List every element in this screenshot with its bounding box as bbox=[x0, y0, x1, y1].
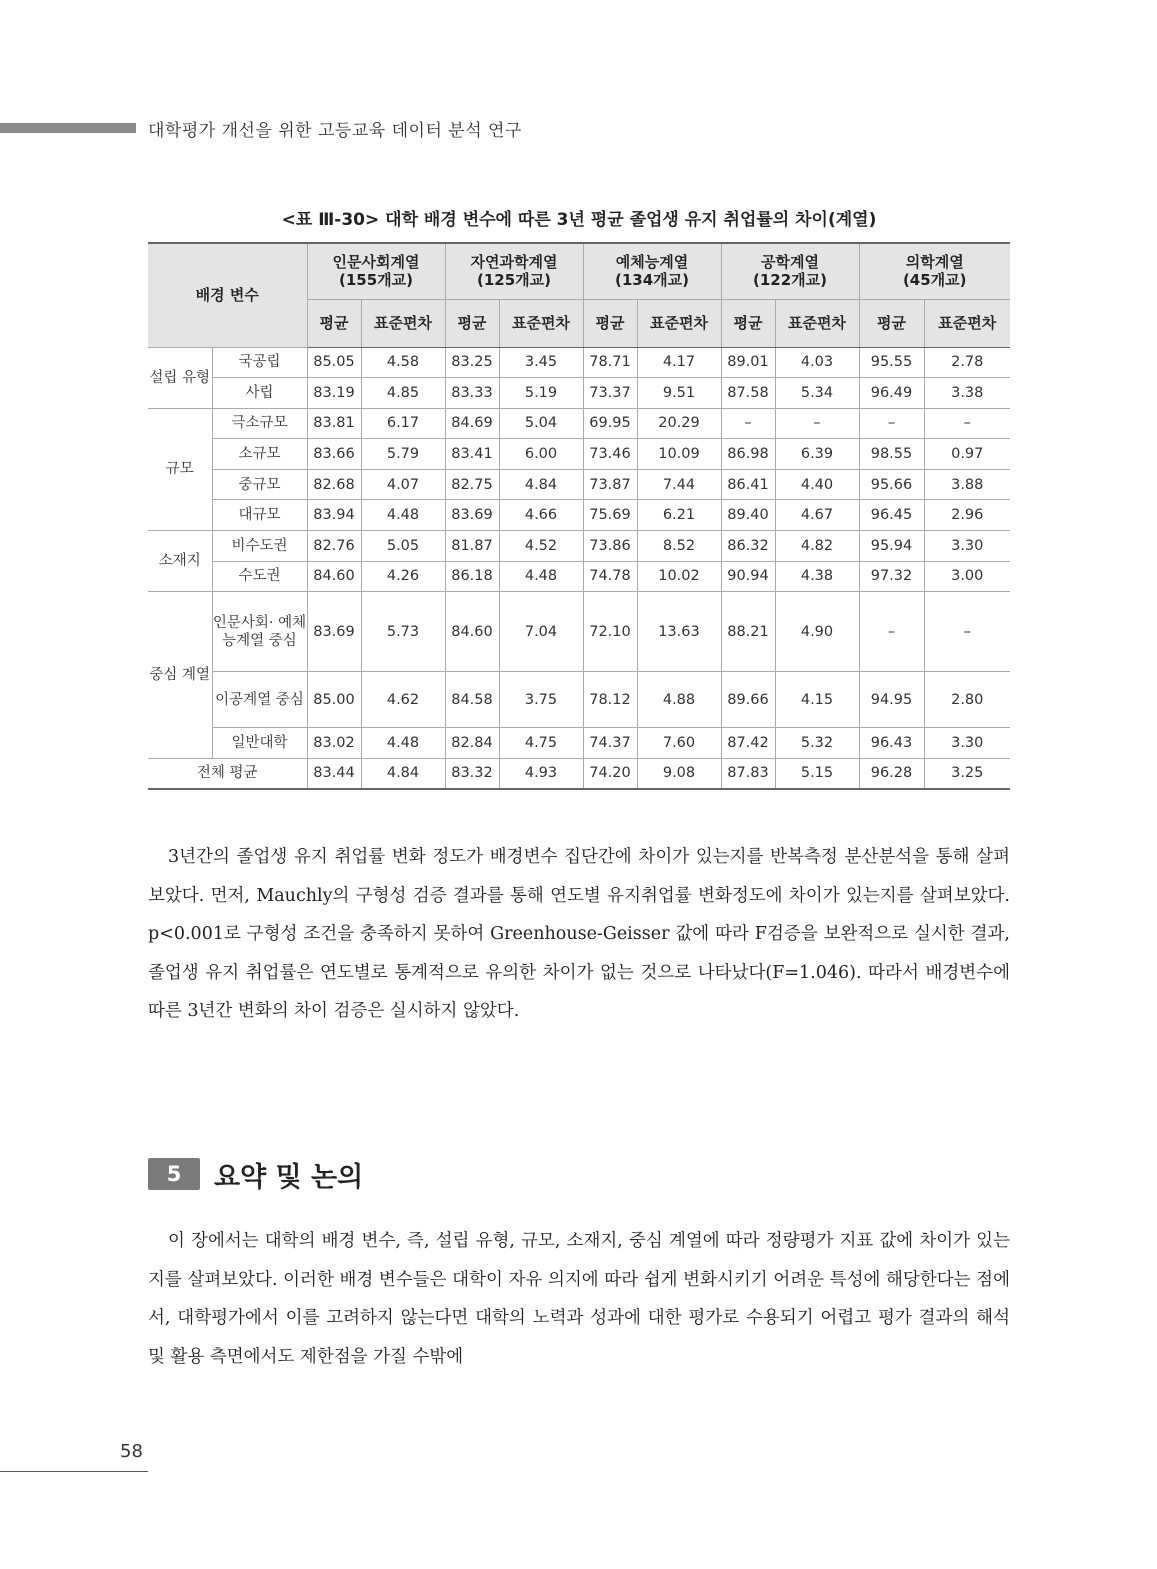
value-cell: 89.40 bbox=[721, 500, 775, 531]
value-cell: 9.08 bbox=[637, 758, 721, 789]
value-cell: 83.81 bbox=[307, 408, 361, 439]
section-number: 5 bbox=[148, 1158, 200, 1190]
value-cell: 83.02 bbox=[307, 728, 361, 759]
value-cell: 4.67 bbox=[775, 500, 859, 531]
value-cell: 86.41 bbox=[721, 469, 775, 500]
value-cell: 4.48 bbox=[361, 728, 445, 759]
value-cell: 4.90 bbox=[775, 592, 859, 672]
table-row bbox=[148, 439, 1010, 470]
value-cell: 4.85 bbox=[361, 378, 445, 409]
value-cell: 96.43 bbox=[859, 728, 924, 759]
value-cell: 88.21 bbox=[721, 592, 775, 672]
table-row bbox=[148, 531, 1010, 562]
table-row bbox=[148, 378, 1010, 409]
value-cell: 87.58 bbox=[721, 378, 775, 409]
value-cell: 6.00 bbox=[499, 439, 583, 470]
value-cell: 4.17 bbox=[637, 347, 721, 378]
value-cell: 4.75 bbox=[499, 728, 583, 759]
value-cell: 20.29 bbox=[637, 408, 721, 439]
group-header: 예체능계열 (134개교) bbox=[583, 243, 721, 299]
value-cell: 72.10 bbox=[583, 592, 637, 672]
value-cell: 96.49 bbox=[859, 378, 924, 409]
value-cell: 83.69 bbox=[307, 592, 361, 672]
total-label: 전체 평균 bbox=[148, 758, 307, 789]
value-cell: 5.05 bbox=[361, 531, 445, 562]
row-label: 국공립 bbox=[212, 347, 307, 378]
table-row bbox=[148, 561, 1010, 592]
value-cell: 4.40 bbox=[775, 469, 859, 500]
value-cell: 85.00 bbox=[307, 672, 361, 728]
value-cell: 3.00 bbox=[924, 561, 1010, 592]
value-cell: 74.20 bbox=[583, 758, 637, 789]
value-cell: 4.88 bbox=[637, 672, 721, 728]
total-row bbox=[148, 758, 1010, 789]
value-cell: 3.88 bbox=[924, 469, 1010, 500]
mean-header: 평균 bbox=[859, 299, 924, 347]
value-cell: 13.63 bbox=[637, 592, 721, 672]
paragraph-1: 3년간의 졸업생 유지 취업률 변화 정도가 배경변수 집단간에 차이가 있는지를 반복측정 분산분석을 통해 살펴보았다. 먼저, Mauchly의 구형성 검증 결과를 통해 연도별 유지취업률 변화정도에 차이가 있는지를 살펴보았다. p<0.001로 구형성 조건을 충족하지 못하여 Greenhouse-Geisser 값에 따라 F검증을 보완적으로 실시한 결과, 졸업생 유지 취업률은 연도별로 통계적으로 유의한 차이가 없는 것으로 나타났다(F=1.046). 따라서 배경변수에 따른 3년간 변화의 차이 검증은 실시하지 않았다. bbox=[148, 847, 1010, 1021]
value-cell: 73.87 bbox=[583, 469, 637, 500]
value-cell: 7.60 bbox=[637, 728, 721, 759]
value-cell: 6.21 bbox=[637, 500, 721, 531]
table-row bbox=[148, 592, 1010, 672]
row-label: 비수도권 bbox=[212, 531, 307, 562]
value-cell: 4.93 bbox=[499, 758, 583, 789]
value-cell: – bbox=[924, 592, 1010, 672]
value-cell: 5.73 bbox=[361, 592, 445, 672]
value-cell: 4.38 bbox=[775, 561, 859, 592]
corner-header: 배경 변수 bbox=[148, 243, 307, 347]
value-cell: 86.18 bbox=[445, 561, 499, 592]
category-cell: 규모 bbox=[148, 408, 212, 530]
table-row bbox=[148, 347, 1010, 378]
value-cell: 85.05 bbox=[307, 347, 361, 378]
value-cell: 3.75 bbox=[499, 672, 583, 728]
value-cell: 83.25 bbox=[445, 347, 499, 378]
value-cell: 96.45 bbox=[859, 500, 924, 531]
row-label: 대규모 bbox=[212, 500, 307, 531]
value-cell: 82.75 bbox=[445, 469, 499, 500]
mean-header: 평균 bbox=[445, 299, 499, 347]
value-cell: 7.44 bbox=[637, 469, 721, 500]
value-cell: 89.66 bbox=[721, 672, 775, 728]
value-cell: 83.33 bbox=[445, 378, 499, 409]
value-cell: 83.94 bbox=[307, 500, 361, 531]
category-cell: 소재지 bbox=[148, 531, 212, 592]
value-cell: 74.37 bbox=[583, 728, 637, 759]
value-cell: 4.58 bbox=[361, 347, 445, 378]
value-cell: 7.04 bbox=[499, 592, 583, 672]
table-row bbox=[148, 728, 1010, 759]
value-cell: 73.37 bbox=[583, 378, 637, 409]
sd-header: 표준편차 bbox=[924, 299, 1010, 347]
value-cell: 84.58 bbox=[445, 672, 499, 728]
value-cell: 4.82 bbox=[775, 531, 859, 562]
value-cell: 3.30 bbox=[924, 728, 1010, 759]
table-row bbox=[148, 469, 1010, 500]
value-cell: – bbox=[859, 408, 924, 439]
value-cell: 94.95 bbox=[859, 672, 924, 728]
value-cell: 9.51 bbox=[637, 378, 721, 409]
sd-header: 표준편차 bbox=[499, 299, 583, 347]
value-cell: 3.25 bbox=[924, 758, 1010, 789]
value-cell: 2.96 bbox=[924, 500, 1010, 531]
value-cell: 4.84 bbox=[361, 758, 445, 789]
group-header: 공학계열 (122개교) bbox=[721, 243, 859, 299]
running-header: 대학평가 개선을 위한 고등교육 데이터 분석 연구 bbox=[148, 121, 522, 141]
row-label: 중규모 bbox=[212, 469, 307, 500]
value-cell: 83.19 bbox=[307, 378, 361, 409]
value-cell: 4.07 bbox=[361, 469, 445, 500]
group-header: 인문사회계열 (155개교) bbox=[307, 243, 445, 299]
value-cell: – bbox=[721, 408, 775, 439]
sd-header: 표준편차 bbox=[361, 299, 445, 347]
value-cell: 6.39 bbox=[775, 439, 859, 470]
value-cell: 5.32 bbox=[775, 728, 859, 759]
value-cell: 73.86 bbox=[583, 531, 637, 562]
value-cell: 5.34 bbox=[775, 378, 859, 409]
footer-line bbox=[0, 1471, 148, 1472]
table-row bbox=[148, 672, 1010, 728]
value-cell: 86.98 bbox=[721, 439, 775, 470]
value-cell: 97.32 bbox=[859, 561, 924, 592]
row-label: 소규모 bbox=[212, 439, 307, 470]
value-cell: 4.26 bbox=[361, 561, 445, 592]
value-cell: 69.95 bbox=[583, 408, 637, 439]
value-cell: 87.42 bbox=[721, 728, 775, 759]
value-cell: 83.66 bbox=[307, 439, 361, 470]
value-cell: 4.48 bbox=[361, 500, 445, 531]
value-cell: 4.52 bbox=[499, 531, 583, 562]
value-cell: 3.38 bbox=[924, 378, 1010, 409]
value-cell: – bbox=[924, 408, 1010, 439]
value-cell: 8.52 bbox=[637, 531, 721, 562]
value-cell: 3.45 bbox=[499, 347, 583, 378]
value-cell: 89.01 bbox=[721, 347, 775, 378]
value-cell: 2.80 bbox=[924, 672, 1010, 728]
value-cell: 5.19 bbox=[499, 378, 583, 409]
value-cell: 6.17 bbox=[361, 408, 445, 439]
value-cell: 4.84 bbox=[499, 469, 583, 500]
value-cell: 78.12 bbox=[583, 672, 637, 728]
value-cell: 87.83 bbox=[721, 758, 775, 789]
table-caption: <표 Ⅲ-30> 대학 배경 변수에 따른 3년 평균 졸업생 유지 취업률의 차이(계열) bbox=[281, 210, 877, 230]
row-label: 사립 bbox=[212, 378, 307, 409]
value-cell: – bbox=[775, 408, 859, 439]
value-cell: 84.60 bbox=[307, 561, 361, 592]
value-cell: 82.68 bbox=[307, 469, 361, 500]
value-cell: 83.44 bbox=[307, 758, 361, 789]
value-cell: 74.78 bbox=[583, 561, 637, 592]
value-cell: 4.66 bbox=[499, 500, 583, 531]
mean-header: 평균 bbox=[721, 299, 775, 347]
value-cell: 3.30 bbox=[924, 531, 1010, 562]
row-label: 극소규모 bbox=[212, 408, 307, 439]
value-cell: 0.97 bbox=[924, 439, 1010, 470]
value-cell: – bbox=[859, 592, 924, 672]
page-number: 58 bbox=[120, 1441, 143, 1462]
header-bar bbox=[0, 123, 136, 133]
value-cell: 75.69 bbox=[583, 500, 637, 531]
value-cell: 86.32 bbox=[721, 531, 775, 562]
value-cell: 96.28 bbox=[859, 758, 924, 789]
value-cell: 83.32 bbox=[445, 758, 499, 789]
value-cell: 84.60 bbox=[445, 592, 499, 672]
value-cell: 4.15 bbox=[775, 672, 859, 728]
value-cell: 10.09 bbox=[637, 439, 721, 470]
row-label: 수도권 bbox=[212, 561, 307, 592]
value-cell: 4.03 bbox=[775, 347, 859, 378]
value-cell: 2.78 bbox=[924, 347, 1010, 378]
value-cell: 5.79 bbox=[361, 439, 445, 470]
paragraph-2: 이 장에서는 대학의 배경 변수, 즉, 설립 유형, 규모, 소재지, 중심 계열에 따라 정량평가 지표 값에 차이가 있는지를 살펴보았다. 이러한 배경 변수들은 대학이 자유 의지에 따라 쉽게 변화시키기 어려운 특성에 해당한다는 점에서, 대학평가에서 이를 고려하지 않는다면 대학의 노력과 성과에 대한 평가로 수용되기 어렵고 평가 결과의 해석 및 활용 측면에서도 제한점을 가질 수밖에 bbox=[148, 1231, 1010, 1367]
value-cell: 95.66 bbox=[859, 469, 924, 500]
value-cell: 78.71 bbox=[583, 347, 637, 378]
mean-header: 평균 bbox=[307, 299, 361, 347]
group-header: 자연과학계열 (125개교) bbox=[445, 243, 583, 299]
table-row bbox=[148, 408, 1010, 439]
value-cell: 81.87 bbox=[445, 531, 499, 562]
value-cell: 84.69 bbox=[445, 408, 499, 439]
row-label: 이공계열 중심 bbox=[212, 672, 307, 728]
value-cell: 83.69 bbox=[445, 500, 499, 531]
row-label: 인문사회· 예체능계열 중심 bbox=[212, 592, 307, 672]
value-cell: 90.94 bbox=[721, 561, 775, 592]
value-cell: 82.76 bbox=[307, 531, 361, 562]
value-cell: 98.55 bbox=[859, 439, 924, 470]
section-heading bbox=[148, 1154, 363, 1194]
value-cell: 95.55 bbox=[859, 347, 924, 378]
value-cell: 5.15 bbox=[775, 758, 859, 789]
value-cell: 10.02 bbox=[637, 561, 721, 592]
value-cell: 83.41 bbox=[445, 439, 499, 470]
value-cell: 4.48 bbox=[499, 561, 583, 592]
mean-header: 평균 bbox=[583, 299, 637, 347]
sd-header: 표준편차 bbox=[637, 299, 721, 347]
section-title: 요약 및 논의 bbox=[214, 1161, 364, 1193]
category-cell: 설립 유형 bbox=[148, 347, 212, 408]
row-label: 일반대학 bbox=[212, 728, 307, 759]
category-cell: 중심 계열 bbox=[148, 592, 212, 759]
value-cell: 4.62 bbox=[361, 672, 445, 728]
value-cell: 95.94 bbox=[859, 531, 924, 562]
sd-header: 표준편차 bbox=[775, 299, 859, 347]
value-cell: 5.04 bbox=[499, 408, 583, 439]
table-row bbox=[148, 500, 1010, 531]
value-cell: 82.84 bbox=[445, 728, 499, 759]
group-header: 의학계열 (45개교) bbox=[859, 243, 1010, 299]
value-cell: 73.46 bbox=[583, 439, 637, 470]
data-table bbox=[148, 242, 1010, 790]
